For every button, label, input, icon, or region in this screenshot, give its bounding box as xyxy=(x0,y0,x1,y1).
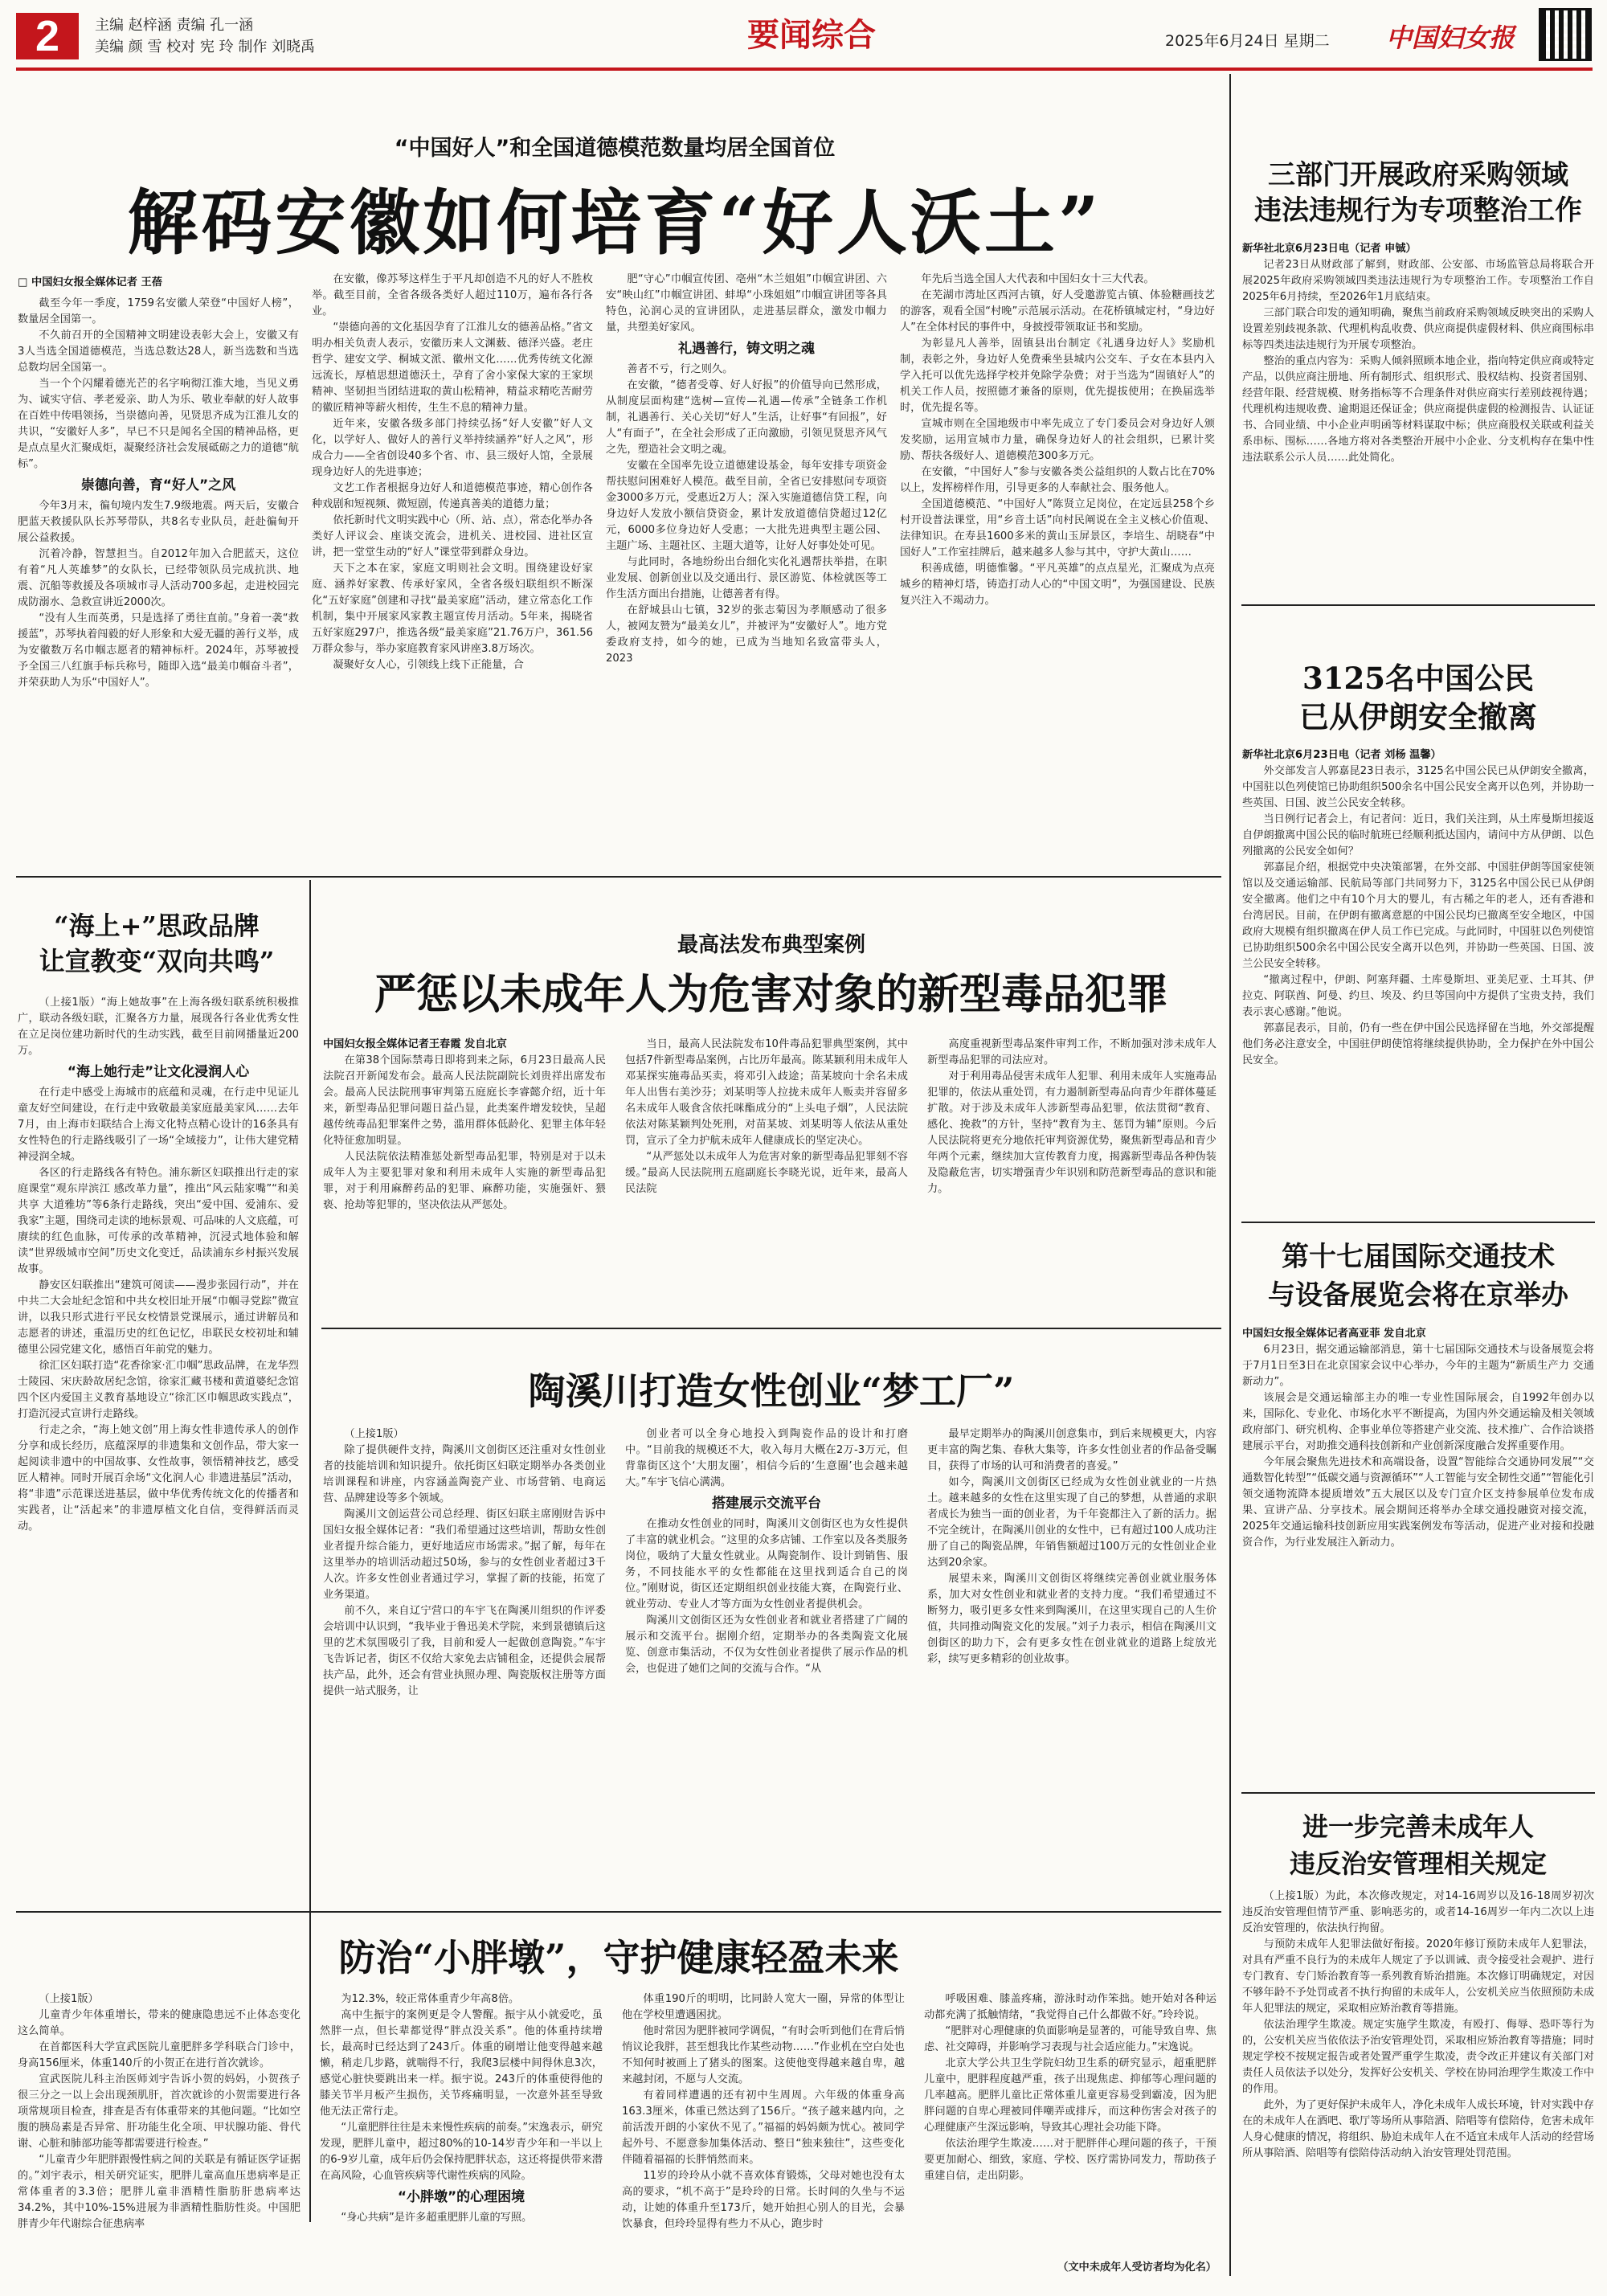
paragraph: “撤离过程中，伊朗、阿塞拜疆、土库曼斯坦、亚美尼亚、土耳其、伊拉克、阿联酋、阿曼、约旦、埃及、约旦等国向中方提供了宝贵支持，我们表示衷心感谢。”他说。 xyxy=(1242,974,1594,1018)
left-story-title xyxy=(16,908,297,979)
right4-title xyxy=(1241,1808,1595,1882)
taoxi-title: 陶溪川打造女性创业“梦工厂” xyxy=(528,1369,1015,1413)
drug-col-2 xyxy=(625,1037,908,1318)
right3-body xyxy=(1242,1326,1594,1776)
paragraph: 肥“守心”巾帼宣传团、亳州“木兰姐姐”巾帼宣讲团、六安“映山红”巾帼宣讲团、蚌埠“小珠姐姐”巾帼宣讲团等各具特色，沁润心灵的宣讲团队，走进基层群众，激发巾帼力量，共塑美好家风。 xyxy=(606,273,887,334)
left-vertical-rule xyxy=(309,880,311,2222)
paragraph: 各区的行走路线各有特色。浦东新区妇联推出行走的家庭课堂“观东岸滨江 感改革力量”，推出“风云陆家嘴”“和美共享 大道雅坊”等6条行走路线，突出“爱中国、爱浦东、爱我家”主题，围绕司走读的地标景观、可品味的人文底蕴，可赓续的红色血脉，可传承的改革精神，沉浸式地体验和解读“世界级城市空间”历史文化变迁，品读浦东乡村振兴发展故事。 xyxy=(18,1167,299,1275)
drug-kicker: 最高法发布典型案例 xyxy=(677,933,865,957)
page-number-badge xyxy=(16,13,79,59)
fat-title: 防治“小胖墩”，守护健康轻盈未来 xyxy=(338,1936,899,1979)
paragraph: 北京大学公共卫生学院妇幼卫生系的研究显示，超重肥胖儿童中，肥胖程度越严重，孩子出现焦虑、抑郁等心理问题的几率越高。肥胖儿童比正常体重儿童更容易受到霸凌，因为肥胖问题的自卑心理被同伴嘲弄或排斥，而这种伤害会对孩子的心理健康产生深远影响，导致其心理社会功能下降。 xyxy=(924,2057,1216,2134)
lead-bottom-rule xyxy=(16,876,1221,878)
paragraph: 静安区妇联推出“建筑可阅读——漫步张园行动”，并在中共二大会址纪念馆和中共女校旧址开展“巾帼寻党踪”微宣讲，以我只形式进行平民女校情景党课展示，通过讲解员和志愿者的讲述，重温历史的红色记忆，串联民女校初址和辅德里公园党建文化，感悟百年前党的魅力。 xyxy=(18,1279,299,1356)
paragraph: 外交部发言人郭嘉昆23日表示，3125名中国公民已从伊朗安全撤离，中国驻以色列使馆已协助组织500余名中国公民安全离开以色列，并协助一些英国、日国、波兰公民安全转移。 xyxy=(1242,765,1594,809)
fat-col-1 xyxy=(18,1991,301,2274)
right3-title xyxy=(1241,1238,1595,1315)
taoxi-col-3 xyxy=(927,1426,1216,1897)
lead-col-1 xyxy=(18,296,299,858)
paragraph: “从严惩处以未成年人为危害对象的新型毒品犯罪刻不容缓。”最高人民法院刑五庭副庭长李晓光说，近年来，最高人民法院 xyxy=(625,1151,908,1195)
paragraph: 如今，陶溪川文创街区已经成为女性创业就业的一片热土。越来越多的女性在这里实现了自己的梦想，从普通的求职者成长为独当一面的创业者，为千年瓷都注入了新的活力。据不完全统计，在陶溪川创业的女性中，已有超过100人成功注册了自己的陶瓷品牌，年销售额超过100万元的女性创业企业达到20余家。 xyxy=(927,1476,1216,1569)
issue-date: 2025年6月24日 星期二 xyxy=(1165,32,1330,50)
qr-code xyxy=(1539,8,1592,61)
paragraph: 全国道德模范、“中国好人”陈贤立足岗位，在定远县258个乡村开设普法课堂，用“乡音土话”向村民阐说在全主义核心价值观、法律知识。在寿县1600多米的黄山玉屏景区，李培生、胡晓春“中国好人”工作室挂牌后，越来越多人参与其中，守护大黄山…… xyxy=(900,498,1215,559)
paragraph: “儿童肥胖往往是未来慢性疾病的前奏。”宋逸表示，研究发现，肥胖儿童中，超过80%的10-14岁青少年和一半以上的6-9岁儿童，成年后仍会保持肥胖状态，这还将提供带来潜在高风险，心血管疾病等代谢性疾病的风险。 xyxy=(320,2122,603,2182)
paragraph: 与此同时，各地纷纷出台细化实化礼遇帮扶举措，在职业发展、创新创业以及交通出行、景区游览、体检就医等工作生活方面出台措施，让德善者有得。 xyxy=(606,556,887,600)
paragraph: 沉着冷静，智慧担当。自2012年加入合肥蓝天，这位有着“凡人英雄梦”的女队长，已经带领队员完成抗洪、地震、沉船等救援及各项城市寻人活动700多起，走进校园完成防溺水、急救宣讲近2000次。 xyxy=(18,548,299,608)
paragraph: （上接1版） xyxy=(39,1993,99,2005)
credits-line-2: 美编 颜 雪 校对 宪 玲 制作 刘晓禹 xyxy=(95,39,316,55)
paragraph: 在推动女性创业的同时，陶溪川文创街区也为女性提供了丰富的就业机会。“这里的众多店铺、工作室以及各类服务岗位，吸纳了大量女性就业。从陶瓷制作、设计到销售、服务，不同技能水平的女性都能在这里找到适合自己的岗位。”刚财说，街区还定期组织创业技能大赛，在陶瓷行业、就业劳动、专业人才等方面为女性创业者提供机会。 xyxy=(625,1518,908,1610)
paragraph: 积善成德，明德惟馨。“平凡英雄”的点点星光，汇聚成为点亮城乡的精神灯塔，铸造打动人心的“中国文明”，为强国建设、民族复兴注入不竭动力。 xyxy=(900,563,1215,607)
paragraph: 凝聚好女人心，引领线上线下正能量，合 xyxy=(333,659,524,671)
left-story-subhead: “海上她行走”让文化浸润人心 xyxy=(67,1064,250,1080)
right1-title-line-2: 违法违规行为专项整治工作 xyxy=(1254,194,1582,227)
drug-bottom-rule xyxy=(321,1328,1221,1329)
paragraph: 依托新时代文明实践中心（所、站、点），常态化举办各类好人评议会、座谈交流会，进机关、进校园、进社区宣讲，把一堂堂生动的“好人”课堂带到群众身边。 xyxy=(312,514,593,559)
paragraph: 在芜湖市湾址区西河古镇，好人受邀游览古镇、体验糖画技艺的游客，观看全国“村晚”示范展示活动。在花桥镇城定村，“身边好人”在全体村民的事件中，身披授带领取证书和奖励。 xyxy=(900,289,1215,334)
right4-body xyxy=(1242,1889,1594,2274)
fat-col-3 xyxy=(622,1991,905,2274)
paragraph: 宣武医院儿科主治医师刘宇告诉小贺的妈妈，小贺孩子很三分之一以上会出现颈肌肝，首次就诊的小贺需要进行各项常规项目检查，排查是否有体重带来的其他问题。“比如空腹的胰岛素是否异常、肝功能生化全项、甲状腺功能、骨代谢、心脏和肺部功能等都需要进行检查。” xyxy=(18,2073,301,2150)
drug-col-3 xyxy=(927,1037,1216,1318)
paragraph: 安徽在全国率先设立道德建设基金，每年安排专项资金帮扶慰问困难好人模范。截至目前，全省已安排慰问专项资金3000多万元，受惠近2万人；深入实施道德信贷工程，向身边好人发放小额信贷资金，累计发放道德信贷超过12亿元，6000多位身边好人受惠；一大批先进典型主题公园、主题广场、主题社区、主题大道等，让好人好事处处可见。 xyxy=(606,460,887,552)
paragraph: 徐汇区妇联打造“花香徐家·汇巾帼”思政品牌，在龙华烈士陵园、宋庆龄故居纪念馆，徐家汇藏书楼和黄道婆纪念馆四个区内爱国主义教育基地设立“徐汇区巾帼思政实践点”，打造沉浸式宣讲行走路线。 xyxy=(18,1360,299,1420)
paragraph: （上接1版）“海上她故事”在上海各级妇联系统积极推广，联动各级妇联，汇聚各方力量，展现各行各业优秀女性在立足岗位建功新时代的生动实践，截至目前网播量近200万。 xyxy=(18,997,299,1057)
paragraph: 陶溪川文创运营公司总经理、街区妇联主席刚财告诉中国妇女报全媒体记者：“我们希望通过这些培训，帮助女性创业者提升综合能力，更好地适应市场需求。”据了解，每年在这里举办的培训活动超过50场，参与的女性创业者超过3千人次。许多女性创业者通过学习，掌握了新的技能，拓宽了业务渠道。 xyxy=(323,1508,606,1601)
paragraph: 当日，最高人民法院发布10件毒品犯罪典型案例，其中包括7件新型毒品案例，占比历年最高。陈某颖利用未成年人邓某探实施毒品买卖，将邓引入歧途；苗某坡向十余名未成年人出售右美沙芬；刘某明等人拉拢未成年人贩卖并容留多名未成年人吸食含依托咪酯成分的“上头电子烟”，人民法院依法对陈某颖判处死刑，对苗某坡、刘某明等人依法从重处罚，宣示了全力护航未成年人健康成长的坚定决心。 xyxy=(625,1038,908,1147)
paragraph: 当一个个闪耀着德光芒的名字响彻江淮大地，当见义勇为、诚实守信、孝老爱亲、助人为乐、敬业奉献的好人故事在百姓中传唱领扬，当崇德向善，见贤思齐成为江淮儿女的共识，“安徽好人多”，早已不只是闻名全国的精神品格，更是点点星火汇聚成炬，凝聚经济社会发展砥砺之力的道德“航标”。 xyxy=(18,378,299,470)
lead-title: 解码安徽如何培育“好人沃土” xyxy=(127,181,1102,264)
paragraph: 有着同样遭遇的还有初中生周周。六年级的体重身高163.3厘米，体重已然达到了156斤。“孩子越来越内向，之前活泼开朗的小家伙不见了。”福福的妈妈颇为忧心。被同学起外号、不愿意参加集体活动、整日“独来独往”，这些变化伴随着福福的长胖悄然而来。 xyxy=(622,2089,905,2166)
paragraph: 依法治理学生欺凌。规定实施学生欺凌，有殴打、侮辱、恐吓等行为的，公安机关应当依依法予治安管理处罚，采取相应矫治教育等措施；同时规定学校不按规定报告或者处置严重学生欺凌，责令改正并建议有关部门对责任人员依法予以处分，发挥好公安机关、学校在协同治理学生欺凌工作中的作用。 xyxy=(1242,2019,1594,2095)
paragraph: 此外，为了更好保护未成年人，净化未成年人成长环境，针对实践中存在的未成年人在酒吧、歌厅等场所从事陪酒、陪唱等有偿陪侍，危害未成年人身心健康的情况，将组织、胁迫未成年人在不适宜未成年人活动的经营场所从事陪酒、陪唱等有偿陪侍活动纳入治安管理处罚范围。 xyxy=(1242,2099,1594,2159)
taoxi-subhead: 搭建展示交流平台 xyxy=(712,1496,821,1512)
right1-rule xyxy=(1241,604,1595,606)
right2-body xyxy=(1242,747,1594,1213)
fat-col-2 xyxy=(320,1991,603,2274)
paragraph: 儿童青少年体重增长，带来的健康隐患远不止体态变化这么简单。 xyxy=(18,2009,301,2037)
paragraph: 他时常因为肥胖被同学调侃，“有时会听到他们在背后悄悄议论我胖，甚至想我比作某些动物……”作业机在空白处也不知何时被画上了猪头的图案。这使他变得越来越自卑，越来越封闭，不愿与人交流。 xyxy=(622,2025,905,2085)
paragraph: 郭嘉昆表示，目前，仍有一些在伊中国公民选择留在当地，外交部提醒他们务必注意安全，中国驻伊朗使馆将继续提供协助，全力保护在外中国公民安全。 xyxy=(1242,1022,1594,1066)
paragraph: 宣城市则在全国地级市中率先成立了专门委员会对身边好人颁发奖励，运用宣城市力量，确保身边好人的社会组织，已累计奖励、帮扶各级好人、道德模范300多万元。 xyxy=(900,418,1215,462)
lead-col-2 xyxy=(312,272,593,858)
paragraph: 高度重视新型毒品案件审判工作，不断加强对涉未成年人新型毒品犯罪的司法应对。 xyxy=(927,1038,1216,1066)
lead-subhead-2: 礼遇善行，铸文明之魂 xyxy=(678,341,815,357)
paragraph: 文艺工作者根据身边好人和道德模范事迹，精心创作各种戏剧和短视频、微短剧，传递真善美的道德力量； xyxy=(312,482,593,510)
drug-col-1 xyxy=(323,1037,606,1318)
credits-line-1: 主编 赵梓涵 责编 孔一涵 xyxy=(95,17,254,34)
paragraph: “儿童青少年肥胖跟慢性病之间的关联是有循证医学证据的。”刘宇表示，相关研究证实，肥胖儿童高血压患病率是正常体重者的3.3倍；肥胖儿童非酒精性脂肪肝患病率达34.2%，其中10%-15%进展为非酒精性脂肪性炎。中国肥胖青少年代谢综合征患病率 xyxy=(18,2154,301,2230)
paragraph: 在第38个国际禁毒日即将到来之际，6月23日最高人民法院召开新闻发布会。最高人民法院副院长刘贵祥出席发布会。最高人民法院刑事审判第五庭庭长李睿懿介绍，近十年来，新型毒品犯罪问题日益凸显，此类案件增发较快，呈超越传统毒品犯罪案件之势，滥用群体低龄化、犯罪主体年轻化特征愈加明显。 xyxy=(323,1054,606,1147)
fat-col-4 xyxy=(924,1991,1216,2253)
right2-rule xyxy=(1241,1222,1595,1223)
masthead xyxy=(0,0,1607,68)
right3-title-line-2: 与设备展览会将在京举办 xyxy=(1268,1279,1568,1312)
paragraph: 该展会是交通运输部主办的唯一专业性国际展会，自1992年创办以来，国际化、专业化、市场化水平不断提高，为国内外交通运输及相关领域政府部门、研究机构、企事业单位等搭建产业交流、技术推广、合作洽谈搭建展示平台，对助推交通科技创新和产业创新深度融合发挥重要作用。 xyxy=(1242,1392,1594,1452)
right3-byline: 中国妇女报全媒体记者高亚菲 发自北京 xyxy=(1242,1328,1426,1340)
paragraph: 整治的重点内容为：采购人倾斜照顾本地企业，指向特定供应商或特定产品，以供应商注册地、所有制形式、组织形式、股权结构、投资者国别、经营年限、经营规模、财务指标等不合理条件对供应商实行差别歧视待遇；代理机构违规收费、逾期退还保证金；供应商提供虚假的检测报告、认证证书、合同业绩、中小企业声明函等材料谋取中标；供应商股权关联或利益关系串标、围标……各地方将对各类整治开展中小企业、分支机构存在集中性违法联系公示人员……此处简化。 xyxy=(1242,355,1594,464)
vertical-rule-right xyxy=(1229,74,1231,2276)
page-number: 2 xyxy=(35,12,60,60)
left-story-title-line-1: “海上+”思政品牌 xyxy=(54,911,260,941)
masthead-rule xyxy=(16,68,1593,71)
lead-col-3 xyxy=(606,272,887,858)
paragraph: 呼吸困难、膝盖疼痛，游泳时动作笨拙。她开始对各种运动都充满了抵触情绪，“我觉得自己什么都做不好。”玲玲说。 xyxy=(924,1993,1216,2021)
paragraph: 行走之余，“海上她文创”用上海女性非遗传承人的创作分享和成长经历，底蕴深厚的非遗集和文创作品，带大家一起阅读非遗中的中国故事、女性故事，领悟精神技艺，感受匠人精神。同时开展百余场“文化润人心 非遗进基层”活动，将“非遗”示范课送进基层，做中华优秀传统文化的传播者和实践者，让“活起来”的非遗厚植文化自信，变得鲜活而灵动。 xyxy=(18,1424,299,1533)
paragraph: 在安徽，“德者受尊、好人好报”的价值导向已然形成，从制度层面构建“选树—宣传—礼遇—传承”全链条工作机制，礼遇善行、关心关切“好人”生活，让好事“有回报”，好人“有面子”，在全社会形成了正向激励，引领见贤思齐风气之先，塑造社会文明之魂。 xyxy=(606,379,887,456)
paragraph: “肥胖对心理健康的负面影响是显著的，可能导致自卑、焦虑、社交障碍，并影响学习表现与社会适应能力。”宋逸说。 xyxy=(924,2025,1216,2053)
fat-end-note: （文中未成年人受访者均为化名） xyxy=(1057,2261,1216,2273)
paragraph: 除了提供硬件支持，陶溪川文创街区还注重对女性创业者的技能培训和知识提升。依托街区妇联定期举办各类创业培训课程和讲座，内容涵盖陶瓷产业、市场营销、电商运营、品牌建设等多个领域。 xyxy=(323,1444,606,1504)
right1-title xyxy=(1241,158,1595,228)
right2-title-line-2: 已从伊朗安全撤离 xyxy=(1299,699,1537,735)
paragraph: 依法治理学生欺凌……对于肥胖伴心理问题的孩子，干预要更加耐心、细致，家庭、学校、医疗需协同发力，帮助孩子重建自信，走出阴影。 xyxy=(924,2138,1216,2182)
paragraph: 为12.3%，较正常体重青少年高8倍。 xyxy=(341,1993,520,2005)
credits xyxy=(95,14,315,58)
lead-byline: □ 中国妇女报全媒体记者 王蓓 xyxy=(18,276,162,289)
section-title: 要闻综合 xyxy=(747,16,876,54)
paragraph: 陶溪川文创街区还为女性创业者和就业者搭建了广阔的展示和交流平台。据刚介绍，定期举办的各类陶瓷文化展览、创意市集活动，不仅为女性创业者提供了展示作品的机会，也促进了她们之间的交流与合作。“从 xyxy=(625,1615,908,1675)
paragraph: 6月23日，据交通运输部消息，第十七届国际交通技术与设备展览会将于7月1日至3日在北京国家会议中心举办，今年的主题为“新质生产力 交通新动力”。 xyxy=(1242,1344,1594,1388)
drug-title: 严惩以未成年人为危害对象的新型毒品犯罪 xyxy=(374,970,1168,1019)
paragraph: 前不久，来自辽宁营口的车宇飞在陶溪川组织的作评委会培训中认识到，“我毕业于鲁迅美术学院，来到景德镇后这里的艺术氛围吸引了我，目前和爱人一起做创意陶瓷。”车宇飞告诉记者，街区不仅给大家免去店铺租金，还提供会展帮扶产品，此外，还会有营业执照办理、陶瓷版权注册等方面提供一站式服务，让 xyxy=(323,1605,606,1697)
paragraph: 郭嘉昆介绍，根据党中央决策部署，在外交部、中国驻伊朗等国家使领馆以及交通运输部、民航局等部门共同努力下，3125名中国公民已从伊朗安全撤离。他们之中有10个月大的婴儿，有古稀之年的老人，还有香港和台湾居民。目前，在伊朗有撤离意愿的中国公民均已撤离至安全地区，中国政府大规模有组织撤离在伊人员工作已完成。与此同时，中国驻以色列使馆已协助组织500余名中国公民安全离开以色列，并协助一些英国、日国、波兰公民安全转移。 xyxy=(1242,862,1594,970)
paragraph: 体重190斤的明明，比同龄人宽大一圈，异常的体型让他在学校里遭遇困扰。 xyxy=(622,1993,905,2021)
drug-byline: 中国妇女报全媒体记者王春霞 发自北京 xyxy=(323,1038,507,1050)
paragraph: 展望未来，陶溪川文创街区将继续完善创业就业服务体系，加大对女性创业和就业者的支持力度。“我们希望通过不断努力，吸引更多女性来到陶溪川，在这里实现自己的人生价值，共同推动陶瓷文化的发展。”刘子力表示，相信在陶溪川文创街区的助力下，会有更多女性在创业就业的道路上绽放光彩，续写更多精彩的创业故事。 xyxy=(927,1573,1216,1665)
paragraph: 与预防未成年人犯罪法做好衔接。2020年修订预防未成年人犯罪法，对具有严重不良行为的未成年人规定了予以训诫、责令接受社会观护、进行专门教育、专门矫治教育等一系列教育矫治措施。本次修订明确规定，对因不够年龄不予处罚或者不执行拘留的未成年人，公安机关应当依照预防未成年人犯罪法的规定，采取相应矫治教育等措施。 xyxy=(1242,1938,1594,2015)
lead-subhead-1: 崇德向善，育“好人”之风 xyxy=(80,477,236,493)
lead-kicker: “中国好人”和全国道德模范数量均居全国首位 xyxy=(394,136,836,161)
right2-title xyxy=(1241,659,1595,736)
paragraph: 在行走中感受上海城市的底蕴和灵魂，在行走中见证儿童友好空间建设，在行走中致敬最美家庭最美家风……去年7月，由上海市妇联结合上海文化特点精心设计的16条具有女性特色的行走路线吸引了一场“全域接力”，让伟大建党精神浸润全城。 xyxy=(18,1087,299,1163)
paragraph: 天下之本在家，家庭文明则社会文明。围绕建设好家庭、涵养好家教、传承好家风，全省各级妇联组织不断深化“五好家庭”创建和寻找“最美家庭”活动，建立常态化工作机制，集中开展家风家教主题宣传月活动。5年来，揭晓省五好家庭297户，推选各级“最美家庭”21.76万户，361.56万群众参与，举办家庭教育家风讲座3.8万场次。 xyxy=(312,563,593,655)
paragraph: 当日例行记者会上，有记者问：近日，我们关注到，从土库曼斯坦接返自伊朗撤离中国公民的临时航班已经顺利抵达国内，请问中方从伊朗、以色列撤离的公民安全如何？ xyxy=(1242,813,1594,857)
paragraph: 对于利用毒品侵害未成年人犯罪、利用未成年人实施毒品犯罪的，依法从重处罚，有力遏制新型毒品向青少年群体蔓延扩散。对于涉及未成年人涉新型毒品犯罪，依法贯彻“教育、感化、挽救”的方针，坚持“教育为主、惩罚为辅”原则。今后人民法院将更充分地依托审判资源优势，聚焦新型毒品和青少年两个元素，继续加大宣传教育力度，揭露新型毒品各种伪装及隐蔽危害，切实增强青少年识别和防范新型毒品的意识和能力。 xyxy=(927,1070,1216,1195)
paragraph: 高中生振宇的案例更是令人警醒。振宇从小就爱吃，虽然胖一点，但长辈都觉得“胖点没关系”。他的体重持续增长，最高时已经达到了243斤。体重的刷增让他变得越来越懒，稍走几步路，就喘得不行，我爬3层楼中间得休息3次，感觉心脏快要跳出来一样。振宇说。243斤的体重使得他的膝关节半月板产生损伤，关节疼痛明显，一次意外甚至导致他无法正常行走。 xyxy=(320,2009,603,2118)
right1-byline: 新华社北京6月23日电（记者 申铖） xyxy=(1242,243,1417,255)
paragraph: 三部门联合印发的通知明确，聚焦当前政府采购领域反映突出的采购人设置差别歧视条款、代理机构乱收费、供应商提供虚假材料、供应商围标串标等四类违法违规行为开展专项整治。 xyxy=(1242,307,1594,351)
paragraph: 不久前召开的全国精神文明建设表彰大会上，安徽又有3人当选全国道德模范，当选总数达28人，新当选数和当选总数均居全国第一。 xyxy=(18,329,299,374)
right2-title-line-1: 3125名中国公民 xyxy=(1302,661,1534,696)
paragraph: 在舒城县山七镇，32岁的张志菊因为孝顺感动了很多人，被网友赞为“最美女儿”，并被评为“安徽好人”。地方党委政府支持，如今的她，已成为当地知名致富带头人，2023 xyxy=(606,604,887,665)
paragraph: 今年3月末，徧旬境内发生7.9级地震。两天后，安徽合肥蓝天救援队队长苏琴带队，共8名专业队员，赶赴徧甸开展公益救援。 xyxy=(18,500,299,544)
paragraph: 在安徽，像苏琴这样生于平凡却创造不凡的好人不胜枚举。截至目前，全省各级各类好人超过110万，遍布各行各业。 xyxy=(312,273,593,317)
paragraph: 最早定期举办的陶溪川创意集市，到后来规模更大，内容更丰富的陶艺集、春秋大集等，许多女性创业者的作品备受瞩目，获得了市场的认可和消费者的喜爱。” xyxy=(927,1428,1216,1472)
paragraph: 为彰显凡人善举，固镇县出台制定《礼遇身边好人》奖励机制，表彰之外，身边好人免费乘坐县城内公交车、子女在本县内入学入托可以优先选择学校并免除学杂费；对于当选为“固镇好人”的机关工作人员，按照德才兼备的原则，优先提拔使用；在换届选举时，优先提名等。 xyxy=(900,338,1215,414)
paragraph: （上接1版）为此，本次修改规定，对14-16周岁以及16-18周岁初次违反治安管理但情节严重、影响恶劣的，或者14-16周岁一年内二次以上违反治安管理的，依法执行拘留。 xyxy=(1242,1890,1594,1934)
fat-subhead: “小胖墩”的心理困境 xyxy=(397,2189,525,2205)
right1-title-line-1: 三部门开展政府采购领域 xyxy=(1268,159,1568,191)
right4-title-line-1: 进一步完善未成年人 xyxy=(1302,1811,1534,1842)
paragraph: “没有人生而英勇，只是选择了勇往直前。”身着一袭“救援蓝”，苏琴执着闯毅的好人形象和大爱无疆的善行义举，成为安徽数万名巾帼志愿者的精神标杆。2024年，苏琴被授予全国三八红旗手标兵称号，随即入选“最美巾帼奋斗者”，并荣获助人为乐“中国好人”。 xyxy=(18,612,299,689)
paragraph: 记者23日从财政部了解到，财政部、公安部、市场监管总局将联合开展2025年政府采购领域四类违法违规行为专项整治工作。专项整治工作自2025年6月持续，至2026年1月底结束。 xyxy=(1242,259,1594,303)
right1-body xyxy=(1242,241,1594,587)
right2-byline: 新华社北京6月23日电（记者 刘杨 温馨） xyxy=(1242,749,1441,761)
taoxi-col-1 xyxy=(323,1426,606,1897)
paragraph: “崇德向善的文化基因孕育了江淮儿女的德善品格。”省文明办相关负责人表示，安徽历来人文渊薮、德泽兴盛。老庄哲学、建安文学、桐城文派、徽州文化……优秀传统文化源远流长，厚植思想道德沃土，孕育了舍小家保大家的王家坝精神、坚韧担当团结进取的黄山松精神，精益求精吃苦耐劳的徽匠精神等薪火相传，生生不息的精神力量。 xyxy=(312,321,593,414)
right3-title-line-1: 第十七届国际交通技术 xyxy=(1282,1241,1555,1273)
paragraph: 11岁的玲玲从小就不喜欢体育锻炼，父母对她也没有太高的要求，“机不高于”是玲玲的日常。长时间的久坐与不运动，让她的体重升至173斤，她开始担心别人的目光，会暴饮暴食，但玲玲显得有些力不从心，跑步时 xyxy=(622,2170,905,2230)
paragraph: 在安徽，“中国好人”参与安徽各类公益组织的人数占比在70%以上，发挥榜样作用，引导更多的人奉献社会、服务他人。 xyxy=(900,466,1215,494)
right3-rule xyxy=(1241,1792,1595,1794)
left-story-title-line-2: 让宣教变“双向共鸣” xyxy=(39,946,275,976)
paragraph: 年先后当选全国人大代表和中国妇女十三大代表。 xyxy=(921,273,1155,285)
paragraph: “身心共病”是许多超重肥胖儿童的写照。 xyxy=(341,2212,533,2224)
paper-logo: 中国妇女报 xyxy=(1386,23,1515,53)
taoxi-bottom-rule xyxy=(16,1911,1221,1913)
paragraph: 截至今年一季度，1759名安徽人荣登“中国好人榜”，数量居全国第一。 xyxy=(18,297,299,325)
paragraph: 善者不亏，行之则久。 xyxy=(627,363,734,375)
paragraph: （上接1版） xyxy=(344,1428,404,1440)
paragraph: 在首都医科大学宣武医院儿童肥胖多学科联合门诊中，身高156厘米，体重140斤的小贺正在进行首次就诊。 xyxy=(18,2041,301,2069)
taoxi-col-2 xyxy=(625,1426,908,1897)
right4-title-line-2: 违反治安管理相关规定 xyxy=(1289,1848,1547,1879)
paragraph: 近年来，安徽各级多部门持续弘扬“好人安徽”好人文化，以学好人、做好人的善行义举持续涵养“好人之风”，形成合力——全省创设40多个省、市、县三级好人馆，全景展现身边好人的先进事迹； xyxy=(312,418,593,478)
paragraph: 人民法院依法精准惩处新型毒品犯罪，特别是对于以未成年人为主要犯罪对象和利用未成年人实施的新型毒品犯罪，对于利用麻醉药品的犯罪、麻醉功能，实施强奸、猥亵、抢劫等犯罪的，坚决依法从严惩处。 xyxy=(323,1151,606,1211)
lead-col-4 xyxy=(900,272,1215,858)
paragraph: 今年展会聚焦先进技术和高端设备，设置“智能综合交通协同发展”“交通数智化转型”“低碳交通与资源循环”“人工智能与安全韧性交通”“智能化引领交通物流降本提质增效”五大展区以及专门宣介区支持参展单位发布成果、宣讲产品、分享技术。展会期间还将举办全球交通投融资对接交流，2025年交通运输科技创新应用实践案例发布等活动，促进产业对接和投融资合作，为行业发展注入新动力。 xyxy=(1242,1456,1594,1549)
paragraph: 创业者可以全身心地投入到陶瓷作品的设计和打磨中。“目前我的规模还不大，收入每月大概在2万-3万元，但背靠街区这个‘大朋友圈’，相信今后的‘生意圈’也会越来越大。”车宇飞信心满满。 xyxy=(625,1428,908,1488)
